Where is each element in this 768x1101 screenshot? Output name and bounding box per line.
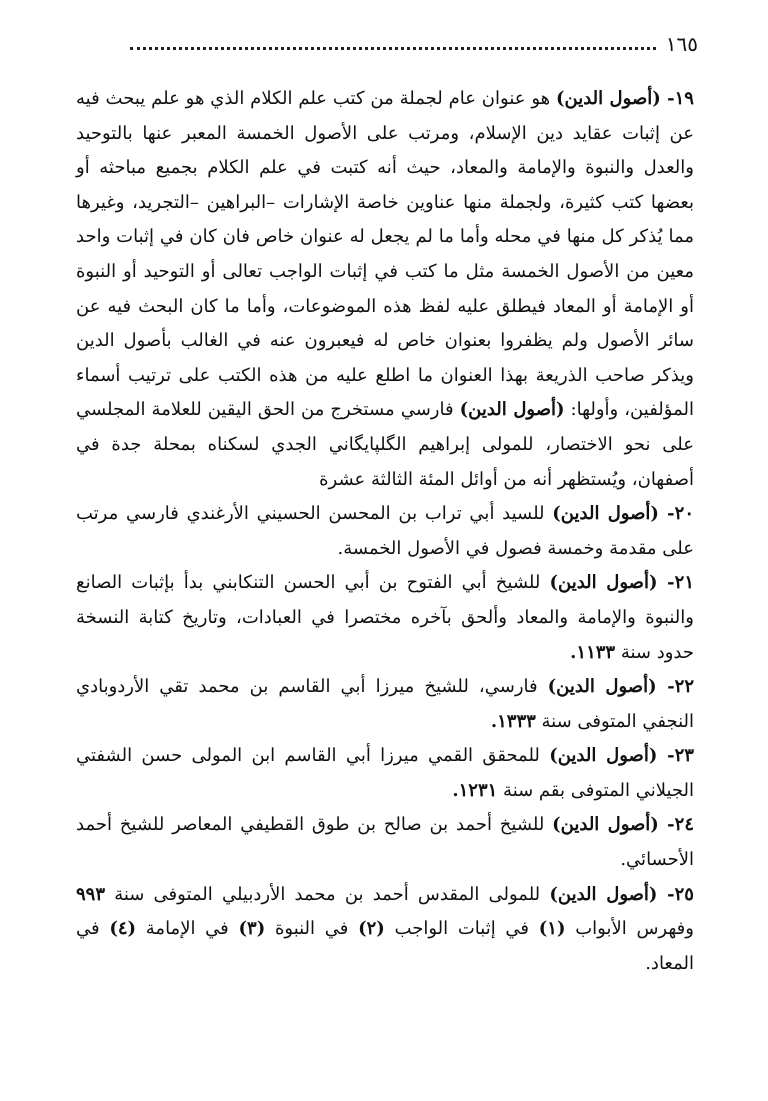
entry-text: للشيخ أبي الفتوح بن أبي الحسن التنكابني بدأ بإثبات الصانع والنبوة والإمامة والمعاد وألحق بآخره مختصرا في العبادات، وتاريخ كتابة النسخة حدود سنة [76, 572, 694, 663]
entry-number: ٢١- [667, 572, 694, 594]
entry-title: (أصول الدين) [552, 814, 659, 836]
index-label: في الإمامة [145, 918, 229, 940]
entry-25 [76, 878, 694, 982]
entry-title: (أصول الدين) [556, 88, 661, 109]
entry-20 [76, 497, 694, 566]
entry-text: هو عنوان عام لجملة من كتب علم الكلام الذي هو علم يبحث فيه عن إثبات عقايد دين الإسلام، ومرتب على الأصول الخمسة المعبر عنها بالتوحيد والعدل والنبوة والإمامة والمعاد، حيث أنه كتبت في علم الكلام بجميع مباحثه أو بعضها كتب كثيرة، ولجملة منها عناوين خاصة الإشارات –البراهين –التجريد، وغيرها مما يُذكر كل منها في محله وأما ما لم يجعل له عنوان خاص فان كان في إثبات واحد معين من الأصول الخمسة مثل ما كتب في إثبات الواجب تعالى أو التوحيد أو النبوة أو الإمامة أو المعاد فيطلق عليه لفظ هذه الموضوعات، وأما ما كان البحث فيه عن سائر الأصول ولم يظفروا بعنوان خاص له فيعبرون عنه في الغالب بأصول الدين ويذكر صاحب الذريعة بهذا العنوان ما اطلع عليه من هذه الكتب على ترتيب أسماء المؤلفين، وأولها: [76, 88, 694, 421]
entry-title: (أصول الدين) [547, 676, 657, 698]
entry-title: (أصول الدين) [549, 572, 658, 594]
entry-title: (أصول الدين) [549, 883, 658, 905]
entry-subtitle: (أصول الدين) [459, 399, 565, 421]
page-number: ١٦٥ [665, 32, 698, 56]
entry-21 [76, 566, 694, 670]
entry-title: (أصول الدين) [552, 503, 659, 525]
index-lead: وفهرس الأبواب [575, 918, 694, 940]
entry-number: ٢٣- [667, 745, 694, 767]
entry-year: ١٣٣٣. [490, 710, 536, 732]
entry-text: للشيخ أحمد بن صالح بن طوق القطيفي المعاصر للشيخ أحمد الأحسائي. [76, 814, 694, 871]
entry-24 [76, 808, 694, 877]
entry-text: فارسي، للشيخ ميرزا أبي القاسم بن محمد تقي الأردوبادي النجفي المتوفى سنة [76, 676, 694, 732]
entry-year: ١٢٣١. [452, 779, 498, 801]
index-number: (٣) [238, 918, 266, 940]
index-number: (٤) [109, 918, 137, 940]
entry-number: ٢٥- [667, 883, 694, 905]
entry-22 [76, 670, 694, 739]
dotted-leader [130, 47, 656, 50]
entry-number: ١٩- [667, 88, 694, 109]
entry-title: (أصول الدين) [549, 745, 658, 767]
page-body [76, 82, 694, 981]
entry-number: ٢٤- [667, 814, 694, 836]
entry-text: فارسي مستخرج من الحق اليقين للعلامة المجلسي على نحو الاختصار، للمولى إبراهيم الگلپايگاني الجدي لسكناه بمحلة جدة في أصفهان، ويُستظهر أنه من أوائل المئة الثالثة عشرة [76, 399, 694, 490]
index-number: (١) [538, 918, 566, 940]
entry-19 [76, 82, 694, 497]
entry-23 [76, 739, 694, 808]
index-label: في النبوة [274, 918, 349, 940]
entry-number: ٢٠- [667, 503, 694, 525]
index-label: في إثبات الواجب [394, 918, 530, 940]
index-label: في المعاد. [76, 918, 694, 974]
entry-text: للسيد أبي تراب بن المحسن الحسيني الأرغندي فارسي مرتب على مقدمة وخمسة فصول في الأصول الخمسة. [76, 503, 694, 559]
page-header [130, 28, 698, 60]
entry-text: للمحقق القمي ميرزا أبي القاسم ابن المولى حسن الشفتي الجيلاني المتوفى بقم سنة [76, 745, 694, 801]
entry-number: ٢٢- [667, 676, 695, 698]
index-number: (٢) [358, 918, 385, 940]
entry-year: ٩٩٣ [76, 883, 106, 905]
entry-text: للمولى المقدس أحمد بن محمد الأردبيلي المتوفى سنة [114, 883, 541, 905]
entry-year: ١١٣٣. [570, 641, 616, 663]
